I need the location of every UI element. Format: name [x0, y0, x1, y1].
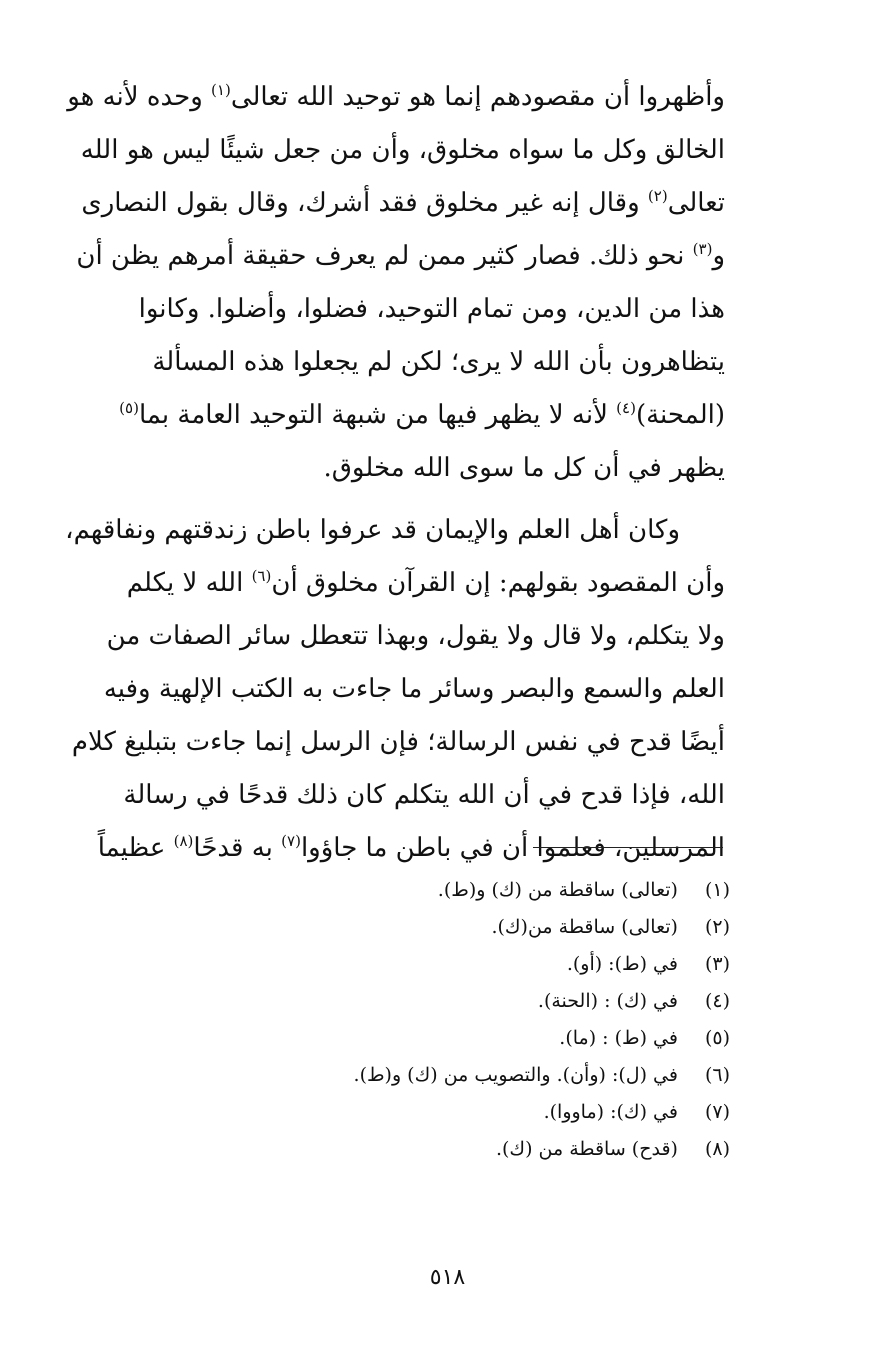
footnote-item — [170, 872, 730, 908]
text-line: وكان أهل العلم والإيمان قد عرفوا باطن زندقتهم ونفاقهم، — [65, 515, 680, 545]
footnote-ref: (٣) — [692, 240, 713, 258]
footnote-number: (٢) — [704, 916, 730, 938]
text-line: (المحنة)$^{(٤)}$ لأنه لا يظهر فيها من شبهة التوحيد العامة بما$^{(٥)}$ — [119, 399, 725, 430]
footnote-number: (٤) — [704, 990, 730, 1012]
footnote-separator — [533, 847, 723, 848]
footnote-number: (٥) — [704, 1027, 730, 1049]
footnote-ref: (٦) — [251, 567, 272, 585]
footnote-ref: (١) — [211, 81, 231, 99]
text-line: ولا يتكلم، ولا قال ولا يقول، وبهذا تتعطل سائر الصفات من — [106, 621, 725, 651]
footnote-item — [170, 1057, 730, 1093]
footnote-item — [170, 946, 730, 982]
text-line: وأظهروا أن مقصودهم إنما هو توحيد الله تعالى$^{(١)}$ وحده لأنه هو — [67, 81, 725, 112]
footnote-ref: (٥) — [119, 399, 139, 417]
footnote-text: في (ط) : (ما). — [559, 1027, 678, 1049]
footnote-item — [170, 1094, 730, 1130]
text-line: الله، فإذا قدح في أن الله يتكلم كان ذلك قدحًا في رسالة — [123, 780, 725, 810]
footnote-number: (٧) — [704, 1101, 730, 1123]
footnote-ref: (٧) — [281, 832, 301, 850]
text-line: يتظاهرون بأن الله لا يرى؛ لكن لم يجعلوا هذه المسألة — [152, 347, 725, 377]
text-line: هذا من الدين، ومن تمام التوحيد، فضلوا، وأضلوا. وكانوا — [138, 294, 725, 324]
footnote-number: (١) — [704, 879, 730, 901]
footnote-number: (٨) — [704, 1138, 730, 1160]
footnote-text: في (ك): (ماووا). — [543, 1101, 678, 1123]
footnote-ref: (٨) — [173, 832, 194, 850]
text-line: وأن المقصود بقولهم: إن القرآن مخلوق أن$^{(٦)}$ الله لا يكلم — [126, 567, 725, 598]
text-line: و$^{(٣)}$ نحو ذلك. فصار كثير ممن لم يعرف حقيقة أمرهم يظن أن — [76, 240, 725, 271]
text-line: يظهر في أن كل ما سوى الله مخلوق. — [323, 453, 725, 483]
text-line: الخالق وكل ما سواه مخلوق، وأن من جعل شيئًا ليس هو الله — [80, 135, 725, 165]
footnote-text: (قدح) ساقطة من (ك). — [495, 1138, 678, 1160]
footnote-ref: (٤) — [616, 399, 636, 417]
text-line: تعالى$^{(٢)}$ وقال إنه غير مخلوق فقد أشرك، وقال بقول النصارى — [81, 187, 725, 218]
text-line: العلم والسمع والبصر وسائر ما جاءت به الكتب الإلهية وفيه — [103, 674, 725, 704]
footnote-number: (٣) — [704, 953, 730, 975]
footnote-item — [170, 1020, 730, 1056]
footnote-text: (تعالى) ساقطة من(ك). — [491, 916, 678, 938]
footnote-text: في (ل): (وأن). والتصويب من (ك) و(ط). — [353, 1064, 678, 1086]
footnote-text: (تعالى) ساقطة من (ك) و(ط). — [437, 879, 678, 901]
footnote-ref: (٢) — [647, 187, 668, 205]
footnote-text: في (ك) : (الحنة). — [537, 990, 678, 1012]
page-number: ٥١٨ — [429, 1265, 466, 1290]
text-line: المرسلين، فعلموا أن في باطن ما جاؤوا$^{(٧)}$ به قدحًا$^{(٨)}$ عظيماً — [97, 832, 725, 863]
footnote-item — [170, 1131, 730, 1167]
footnote-item — [170, 983, 730, 1019]
text-line: أيضًا قدح في نفس الرسالة؛ فإن الرسل إنما جاءت بتبليغ كلام — [71, 727, 725, 757]
footnote-number: (٦) — [704, 1064, 730, 1086]
footnote-text: في (ط): (أو). — [566, 953, 678, 975]
footnote-item — [170, 909, 730, 945]
